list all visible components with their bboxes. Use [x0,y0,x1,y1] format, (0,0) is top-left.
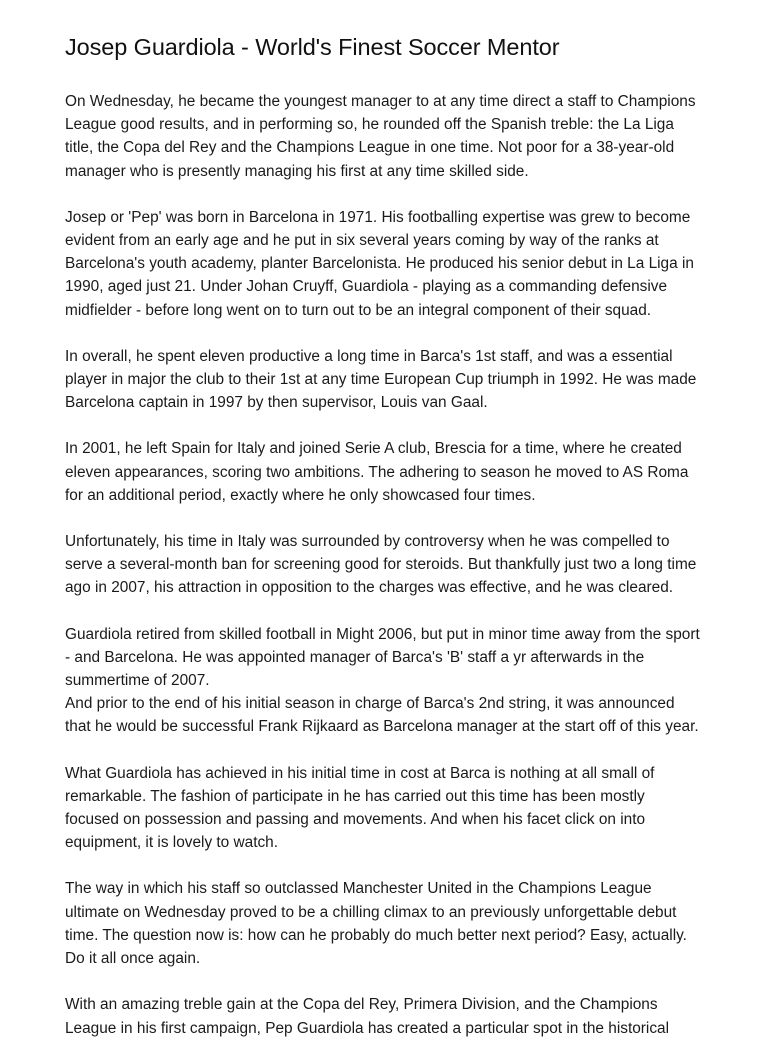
paragraph-9: The way in which his staff so outclassed Manchester United in the Champions League ultimate on Wednesday proved to be a chilling climax to an previously unforgettable debut time. The question now is: how can he probably do much better next period? Easy, actually. Do it all once again. [65,880,687,968]
paragraph-2: Josep or 'Pep' was born in Barcelona in 1971. His footballing expertise was grew to become evident from an early age and he put in six several years coming by way of the ranks at Barcelona's youth academy, planter Barcelonista. He produced his senior debut in La Liga in 1990, aged just 21. Under Johan Cruyff, Guardiola - playing as a commanding defensive midfielder - before long went on to turn out to be an integral component of their squad. [65,208,694,319]
paragraph-8: What Guardiola has achieved in his initial time in cost at Barca is nothing at all small of remarkable. The fashion of participate in he has carried out this time has been mostly focused on possession and passing and movements. And when his facet click on into equipment, it is lovely to watch. [65,764,655,852]
paragraph-5: Unfortunately, his time in Italy was surrounded by controversy when he was compelled to serve a several-month ban for screening good for steroids. But thankfully just two a long time ago in 2007, his attraction in opposition to the charges was effective, and he was cleared. [65,533,697,597]
paragraph-6: Guardiola retired from skilled football in Might 2006, but put in minor time away from the sport - and Barcelona. He was appointed manager of Barca's 'B' staff a yr afterwards in the summertime of 2007. [65,625,700,690]
paragraph-10: With an amazing treble gain at the Copa del Rey, Primera Division, and the Champions League in his first campaign, Pep Guardiola has created a particular spot in the historical [65,996,669,1037]
paragraph-3: In overall, he spent eleven productive a long time in Barca's 1st staff, and was a essential player in major the club to their 1st at any time European Cup triumph in 1992. He was made Barcelona captain in 1997 by then supervisor, Louis van Gaal. [65,347,697,412]
paragraph-7: And prior to the end of his initial season in charge of Barca's 2nd string, it was announced that he would be successful Frank Rijkaard as Barcelona manager at the start off of this year. [65,695,699,736]
document-title: Josep Guardiola - World's Finest Soccer Mentor [65,34,560,60]
paragraph-1: On Wednesday, he became the youngest manager to at any time direct a staff to Champions League good results, and in performing so, he rounded off the Spanish treble: the La Liga title, the Copa del Rey and the Champions League in one time. Not poor for a 38-year-old manager who is presently managing his first at any time skilled side. [65,93,696,180]
paragraph-4: In 2001, he left Spain for Italy and joined Serie A club, Brescia for a time, where he created eleven appearances, scoring two ambitions. The adhering to season he moved to AS Roma for an additional period, exactly where he only showcased four times. [65,440,689,504]
